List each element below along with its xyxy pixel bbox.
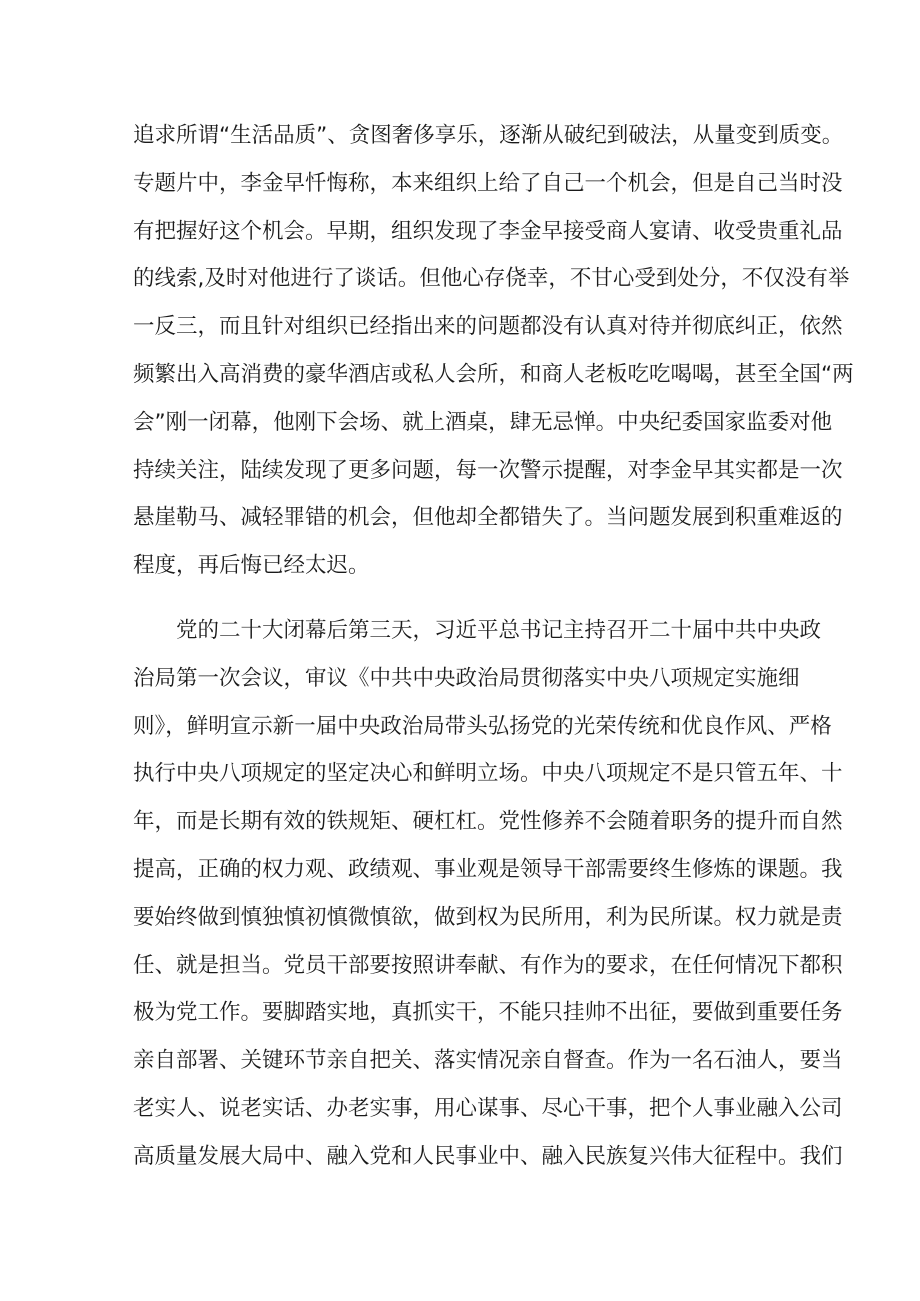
text-line: 悬崖勒马、减轻罪错的机会，但他却全都错失了。当问题发展到积重难返的	[133, 505, 843, 531]
text-line: 极为党工作。要脚踏实地，真抓实干，不能只挂帅不出征，要做到重要任务	[133, 1000, 843, 1026]
text-line: 程度，再后悔已经太迟。	[133, 553, 370, 579]
text-line: 党的二十大闭幕后第三天，习近平总书记主持召开二十届中共中央政	[176, 617, 822, 643]
text-line: 亲自部署、关键环节亲自把关、落实情况亲自督查。作为一名石油人，要当	[133, 1048, 843, 1074]
text-line: 的线索,及时对他进行了谈话。但他心存侥幸，不甘心受到处分，不仅没有举	[133, 266, 850, 292]
text-line: 频繁出入高消费的豪华酒店或私人会所，和商人老板吃吃喝喝，甚至全国“两	[133, 361, 854, 387]
text-line: 一反三，而且针对组织已经指出来的问题都没有认真对待并彻底纠正，依然	[133, 314, 843, 340]
text-line: 执行中央八项规定的坚定决心和鲜明立场。中央八项规定不是只管五年、十	[133, 761, 843, 787]
text-line: 年，而是长期有效的铁规矩、硬杠杠。党性修养不会随着职务的提升而自然	[133, 809, 843, 835]
text-line: 则》，鲜明宣示新一届中央政治局带头弘扬党的光荣传统和优良作风、严格	[133, 713, 832, 739]
text-line: 持续关注，陆续发现了更多问题，每一次警示提醒，对李金早其实都是一次	[133, 457, 843, 483]
document-body	[133, 112, 854, 1181]
text-line: 会”刚一闭幕，他刚下会场、就上酒桌，肆无忌惮。中央纪委国家监委对他	[133, 409, 833, 435]
text-line: 治局第一次会议，审议《中共中央政治局贯彻落实中央八项规定实施细	[133, 665, 800, 691]
text-line: 追求所谓“生活品质”、贪图奢侈享乐，逐渐从破纪到破法，从量变到质变。	[133, 123, 844, 148]
text-line: 高质量发展大局中、融入党和人民事业中、融入民族复兴伟大征程中。我们	[133, 1143, 843, 1169]
text-line: 有把握好这个机会。早期，组织发现了李金早接受商人宴请、收受贵重礼品	[133, 218, 843, 244]
paragraph-1	[133, 112, 854, 590]
text-line: 老实人、说老实话、办老实事，用心谋事、尽心干事，把个人事业融入公司	[133, 1095, 843, 1121]
text-line: 要始终做到慎独慎初慎微慎欲，做到权为民所用，利为民所谋。权力就是责	[133, 904, 843, 930]
paragraph-2	[133, 607, 843, 1181]
text-line: 提高，正确的权力观、政绩观、事业观是领导干部需要终生修炼的课题。我	[133, 856, 843, 882]
text-line: 任、就是担当。党员干部要按照讲奉献、有作为的要求，在任何情况下都积	[133, 952, 843, 978]
text-line: 专题片中，李金早忏悔称，本来组织上给了自己一个机会，但是自己当时没	[133, 170, 843, 196]
paragraph-gap	[133, 590, 823, 607]
